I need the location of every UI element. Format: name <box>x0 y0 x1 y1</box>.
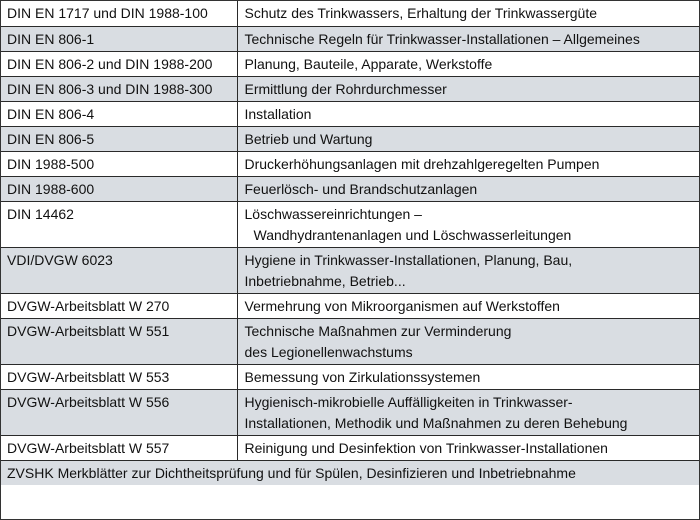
description-cell: Technische Regeln für Trinkwasser-Installationen – Allgemeines <box>237 26 699 51</box>
norm-cell: DVGW-Arbeitsblatt W 270 <box>1 293 237 318</box>
table-row <box>1 247 699 293</box>
norm-cell: DIN EN 1717 und DIN 1988-100 <box>1 1 237 26</box>
table-row <box>1 318 699 364</box>
description-cell: Vermehrung von Mikroorganismen auf Werkstoffen <box>237 293 699 318</box>
description-line: Hygiene in Trinkwasser-Installationen, Planung, Bau, <box>244 251 573 268</box>
norm-cell: DIN EN 806-2 und DIN 1988-200 <box>1 51 237 76</box>
table-row <box>1 76 699 101</box>
description-cell: Planung, Bauteile, Apparate, Werkstoffe <box>237 51 699 76</box>
standards-table <box>1 1 699 485</box>
description-cell: Schutz des Trinkwassers, Erhaltung der Trinkwassergüte <box>237 1 699 26</box>
norm-cell: DVGW-Arbeitsblatt W 553 <box>1 364 237 389</box>
description-line: Inbetriebnahme, Betrieb... <box>244 272 406 289</box>
norm-cell: DIN EN 806-3 und DIN 1988-300 <box>1 76 237 101</box>
description-line: Installationen, Methodik und Maßnahmen zu deren Behebung <box>244 414 628 431</box>
norm-cell: DIN 1988-500 <box>1 151 237 176</box>
table-row <box>1 176 699 201</box>
description-cell <box>237 201 699 247</box>
description-cell: Ermittlung der Rohrdurchmesser <box>237 76 699 101</box>
description-cell <box>237 318 699 364</box>
description-line: Löschwassereinrichtungen – <box>244 205 422 222</box>
table-row <box>1 389 699 435</box>
table-row <box>1 26 699 51</box>
footer-note: ZVSHK Merkblätter zur Dichtheitsprüfung und für Spülen, Desinfizieren und Inbetriebnahme <box>1 460 699 485</box>
description-cell <box>237 389 699 435</box>
norm-cell: DIN EN 806-5 <box>1 126 237 151</box>
norm-cell: DIN 1988-600 <box>1 176 237 201</box>
norm-cell: DIN 14462 <box>1 201 237 247</box>
table-row <box>1 293 699 318</box>
description-cell: Bemessung von Zirkulationssystemen <box>237 364 699 389</box>
table-row <box>1 201 699 247</box>
description-cell: Installation <box>237 101 699 126</box>
norm-cell: DVGW-Arbeitsblatt W 556 <box>1 389 237 435</box>
norm-cell: VDI/DVGW 6023 <box>1 247 237 293</box>
description-cell: Reinigung und Desinfektion von Trinkwasser-Installationen <box>237 435 699 460</box>
table-row <box>1 126 699 151</box>
table-row <box>1 1 699 26</box>
table-row <box>1 151 699 176</box>
description-line: Technische Maßnahmen zur Verminderung <box>244 322 512 339</box>
description-cell: Druckerhöhungsanlagen mit drehzahlgeregelten Pumpen <box>237 151 699 176</box>
description-cell <box>237 247 699 293</box>
table-row <box>1 101 699 126</box>
description-cell: Feuerlösch- und Brandschutzanlagen <box>237 176 699 201</box>
description-line: Hygienisch-mikrobielle Auffälligkeiten in Trinkwasser- <box>244 393 573 410</box>
description-cell: Betrieb und Wartung <box>237 126 699 151</box>
table-row <box>1 51 699 76</box>
norm-cell: DVGW-Arbeitsblatt W 557 <box>1 435 237 460</box>
table-row <box>1 364 699 389</box>
table-footer-row <box>1 460 699 485</box>
description-line: Wandhydrantenanlagen und Löschwasserleitungen <box>253 226 572 243</box>
table-row <box>1 435 699 460</box>
norm-cell: DIN EN 806-1 <box>1 26 237 51</box>
norm-cell: DIN EN 806-4 <box>1 101 237 126</box>
description-line: des Legionellenwachstums <box>244 343 413 360</box>
norm-cell: DVGW-Arbeitsblatt W 551 <box>1 318 237 364</box>
